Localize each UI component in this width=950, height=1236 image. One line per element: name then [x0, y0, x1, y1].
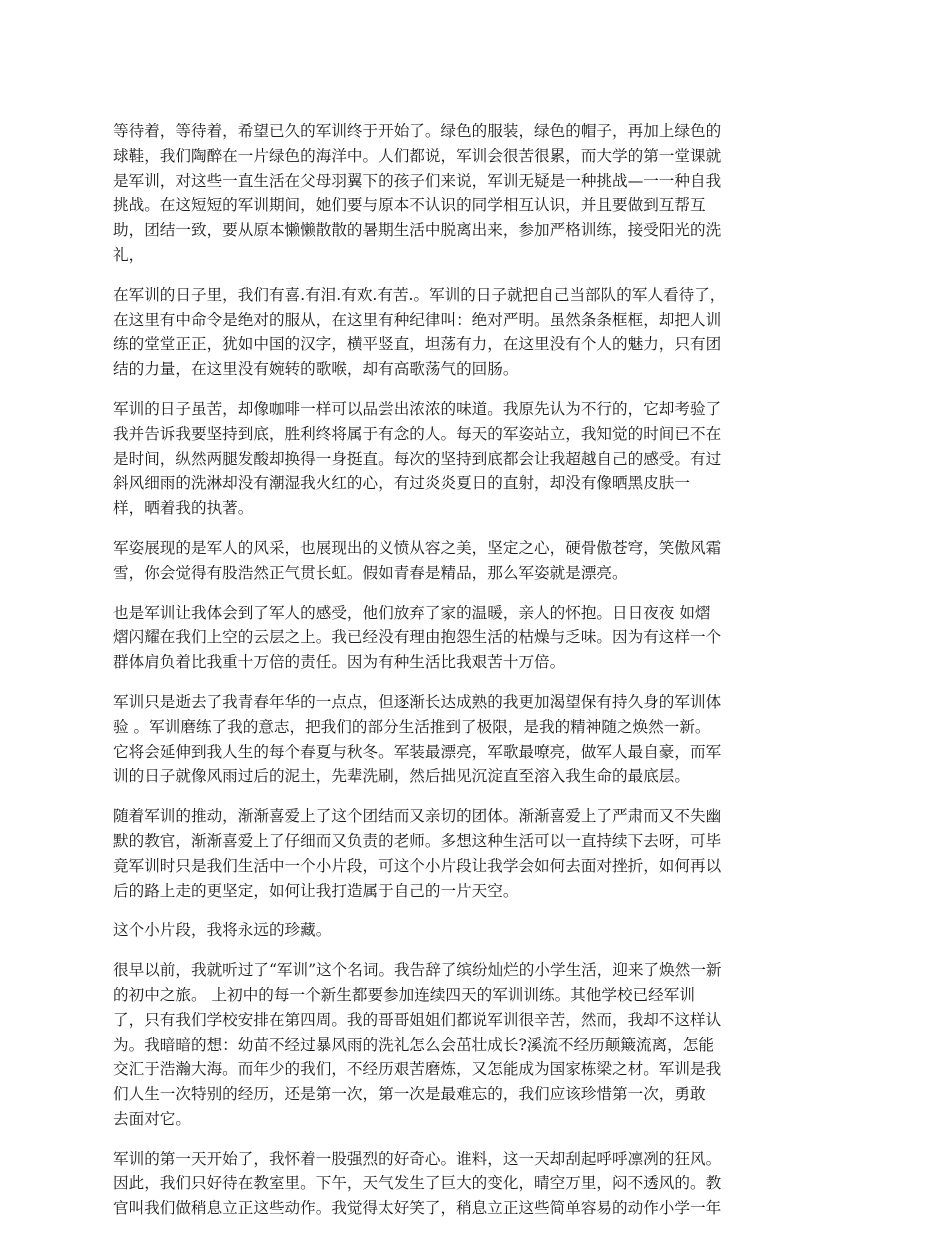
- paragraph: 军姿展现的是军人的风采，也展现出的义愤从容之美，坚定之心，硬骨傲苍穹，笑傲风霜 雪，你会觉得有股浩然正气贯长虹。假如青春是精品，那么军姿就是漂亮。: [113, 538, 722, 582]
- paragraph: 也是军训让我体会到了军人的感受，他们放弃了家的温暖，亲人的怀抱。日日夜夜 如熠 熠闪耀在我们上空的云层之上。我已经没有理由抱怨生活的枯燥与乏味。因为有这样一个 群体肩负着比我重十万倍的责任。因为有种生活比我艰苦十万倍。: [113, 603, 722, 672]
- paragraph: 很早以前，我就听过了“军训”这个名词。我告辞了缤纷灿烂的小学生活，迎来了焕然一新 的初中之旅。 上初中的每一个新生都要参加连续四天的军训训练。其他学校已经军训 了，只有我们学校安排在第四周。我的哥哥姐姐们都说军训很辛苦，然而，我却不这样认 为。我暗暗的想：幼苗不经过暴风雨的洗礼怎么会茁壮成长?溪流不经历颠簸流离，怎能 交汇于浩瀚大海。而年少的我们，不经历艰苦磨炼，又怎能成为国家栋梁之材。军训是我 们人生一次特别的经历，还是第一次，第一次是最难忘的，我们应该珍惜第一次，勇敢 去面对它。: [113, 961, 722, 1128]
- paragraph: 随着军训的推动，渐渐喜爱上了这个团结而又亲切的团体。渐渐喜爱上了严肃而又不失幽 默的教官，渐渐喜爱上了仔细而又负责的老师。多想这种生活可以一直持续下去呀，可毕 竟军训时只是我们生活中一个小片段，可这个小片段让我学会如何去面对挫折，如何再以 后的路上走的更坚定，如何让我打造属于自己的一片天空。: [113, 807, 722, 900]
- paragraph: 军训只是逝去了我青春年华的一点点，但逐渐长达成熟的我更加渴望保有持久身的军训体 验 。军训磨练了我的意志，把我们的部分生活推到了极限，是我的精神随之焕然一新。 它将会延伸到我人生的每个春夏与秋冬。军装最漂亮，军歌最嘹亮，做军人最自豪，而军 训的日子就像风雨过后的泥土，先辈洗刷，然后拙见沉淀直至溶入我生命的最底层。: [113, 692, 722, 786]
- paragraph: 在军训的日子里，我们有喜.有泪.有欢.有苦.。军训的日子就把自己当部队的军人看待了， 在这里有中命令是绝对的服从，在这里有种纪律叫：绝对严明。虽然条条框框，却把人训 练的堂堂正正，犹如中国的汉字，横平竖直，坦荡有力，在这里没有个人的魅力，只有团 结的力量，在这里没有婉转的歌喉，却有高歌荡气的回肠。: [113, 285, 726, 379]
- document-page: [113, 119, 839, 1236]
- paragraph: 军训的日子虽苦，却像咖啡一样可以品尝出浓浓的味道。我原先认为不行的，它却考验了 我并告诉我要坚持到底，胜利终将属于有念的人。每天的军姿站立，我知觉的时间已不在 是时间，纵然两腿发酸却换得一身挺直。每次的坚持到底都会让我超越自己的感受。有过 斜风细雨的洗淋却没有潮湿我火红的心，有过炎炎夏日的直射，却没有像晒黑皮肤一 样，晒着我的执著。: [113, 399, 722, 518]
- paragraph: 等待着，等待着，希望已久的军训终于开始了。绿色的服装，绿色的帽子，再加上绿色的 球鞋，我们陶醉在一片绿色的海洋中。人们都说，军训会很苦很累，而大学的第一堂课就 是军训，对这些一直生活在父母羽翼下的孩子们来说，军训无疑是一种挑战—一一种自我 挑战。在这短短的军训期间，她们要与原本不认识的同学相互认识，并且要做到互帮互 助，团结一致，要从原本懒懒散散的暑期生活中脱离出来，参加严格训练，接受阳光的洗 礼，: [113, 122, 722, 264]
- paragraph: 这个小片段，我将永远的珍藏。: [113, 921, 332, 940]
- paragraph: 军训的第一天开始了，我怀着一股强烈的好奇心。谁料，这一天却刮起呼呼凛冽的狂风。 因此，我们只好待在教室里。下午，天气发生了巨大的变化，晴空万里，闷不透风的。教 官叫我们做稍息立正这些动作。我觉得太好笑了，稍息立正这些简单容易的动作小学一年: [113, 1149, 722, 1218]
